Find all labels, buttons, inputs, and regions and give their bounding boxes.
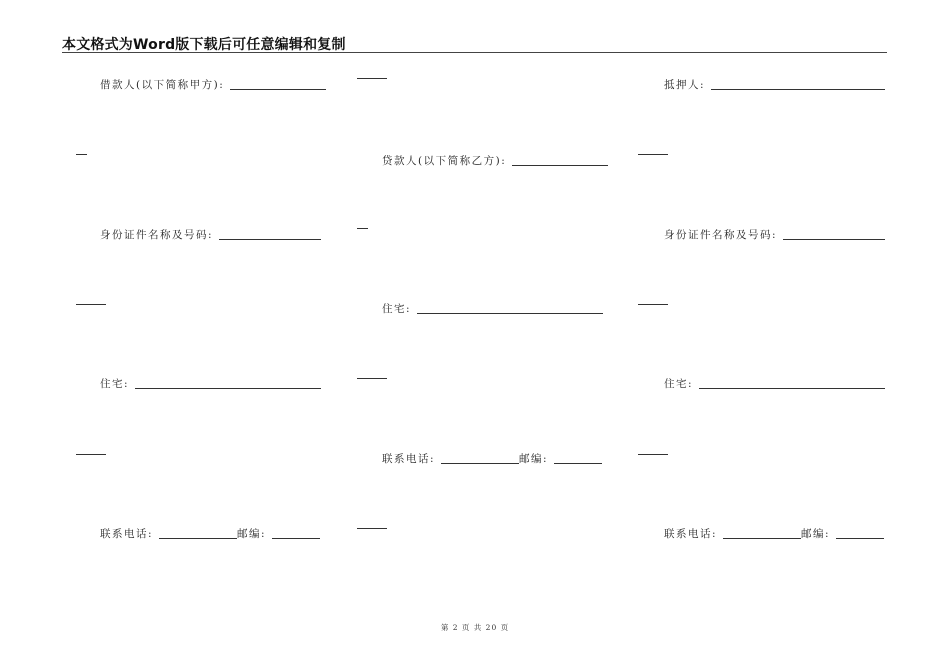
lender-postcode-blank[interactable] bbox=[554, 463, 602, 464]
blank-line bbox=[357, 528, 387, 531]
blank-line bbox=[638, 454, 668, 457]
blank-line bbox=[638, 154, 668, 157]
borrower-label: 借款人(以下简称甲方): bbox=[100, 79, 225, 91]
borrower-id-field bbox=[100, 228, 321, 242]
blank-line bbox=[357, 78, 387, 81]
mortgagor-label: 抵押人: bbox=[664, 79, 706, 91]
borrower-residence-blank[interactable] bbox=[135, 388, 321, 389]
blank-line bbox=[76, 154, 87, 157]
phone-label: 联系电话: bbox=[100, 528, 154, 540]
mortgagor-residence-field bbox=[664, 377, 885, 391]
id-label: 身份证件名称及号码: bbox=[664, 229, 778, 241]
mortgagor-id-blank[interactable] bbox=[783, 239, 885, 240]
mortgagor-phone-blank[interactable] bbox=[723, 538, 801, 539]
blank-segment[interactable] bbox=[357, 228, 368, 229]
mortgagor-residence-blank[interactable] bbox=[699, 388, 885, 389]
blank-segment[interactable] bbox=[638, 304, 668, 305]
postcode-label: 邮编: bbox=[237, 528, 267, 540]
borrower-id-blank[interactable] bbox=[219, 239, 321, 240]
mortgagor-postcode-blank[interactable] bbox=[836, 538, 884, 539]
blank-segment[interactable] bbox=[357, 378, 387, 379]
header-divider bbox=[62, 52, 887, 53]
postcode-label: 邮编: bbox=[519, 453, 549, 465]
lender-label: 贷款人(以下简称乙方): bbox=[382, 155, 507, 167]
lender-field bbox=[382, 154, 608, 168]
phone-label: 联系电话: bbox=[664, 528, 718, 540]
mortgagor-contact-field bbox=[664, 527, 884, 541]
blank-segment[interactable] bbox=[638, 454, 668, 455]
page-number: 第 2 页 共 20 页 bbox=[440, 623, 510, 632]
lender-contact-field bbox=[382, 452, 602, 466]
blank-segment[interactable] bbox=[357, 78, 387, 79]
blank-line bbox=[357, 228, 368, 231]
lender-phone-blank[interactable] bbox=[441, 463, 519, 464]
blank-segment[interactable] bbox=[76, 454, 106, 455]
phone-label: 联系电话: bbox=[382, 453, 436, 465]
blank-segment[interactable] bbox=[76, 154, 87, 155]
blank-segment[interactable] bbox=[357, 528, 387, 529]
document-header-title: 本文格式为Word版下载后可任意编辑和复制 bbox=[62, 37, 346, 53]
borrower-blank[interactable] bbox=[230, 89, 326, 90]
postcode-label: 邮编: bbox=[801, 528, 831, 540]
blank-segment[interactable] bbox=[76, 304, 106, 305]
blank-line bbox=[76, 304, 106, 307]
borrower-postcode-blank[interactable] bbox=[272, 538, 320, 539]
blank-segment[interactable] bbox=[638, 154, 668, 155]
residence-label: 住宅: bbox=[100, 378, 130, 390]
blank-line bbox=[638, 304, 668, 307]
borrower-field bbox=[100, 78, 326, 92]
borrower-contact-field bbox=[100, 527, 320, 541]
lender-residence-field bbox=[382, 302, 603, 316]
mortgagor-id-field bbox=[664, 228, 885, 242]
borrower-phone-blank[interactable] bbox=[159, 538, 237, 539]
borrower-residence-field bbox=[100, 377, 321, 391]
lender-residence-blank[interactable] bbox=[417, 313, 603, 314]
lender-blank[interactable] bbox=[512, 165, 608, 166]
mortgagor-field bbox=[664, 78, 885, 92]
id-label: 身份证件名称及号码: bbox=[100, 229, 214, 241]
residence-label: 住宅: bbox=[382, 303, 412, 315]
mortgagor-blank[interactable] bbox=[711, 89, 885, 90]
blank-line bbox=[76, 454, 106, 457]
blank-line bbox=[357, 378, 387, 381]
residence-label: 住宅: bbox=[664, 378, 694, 390]
